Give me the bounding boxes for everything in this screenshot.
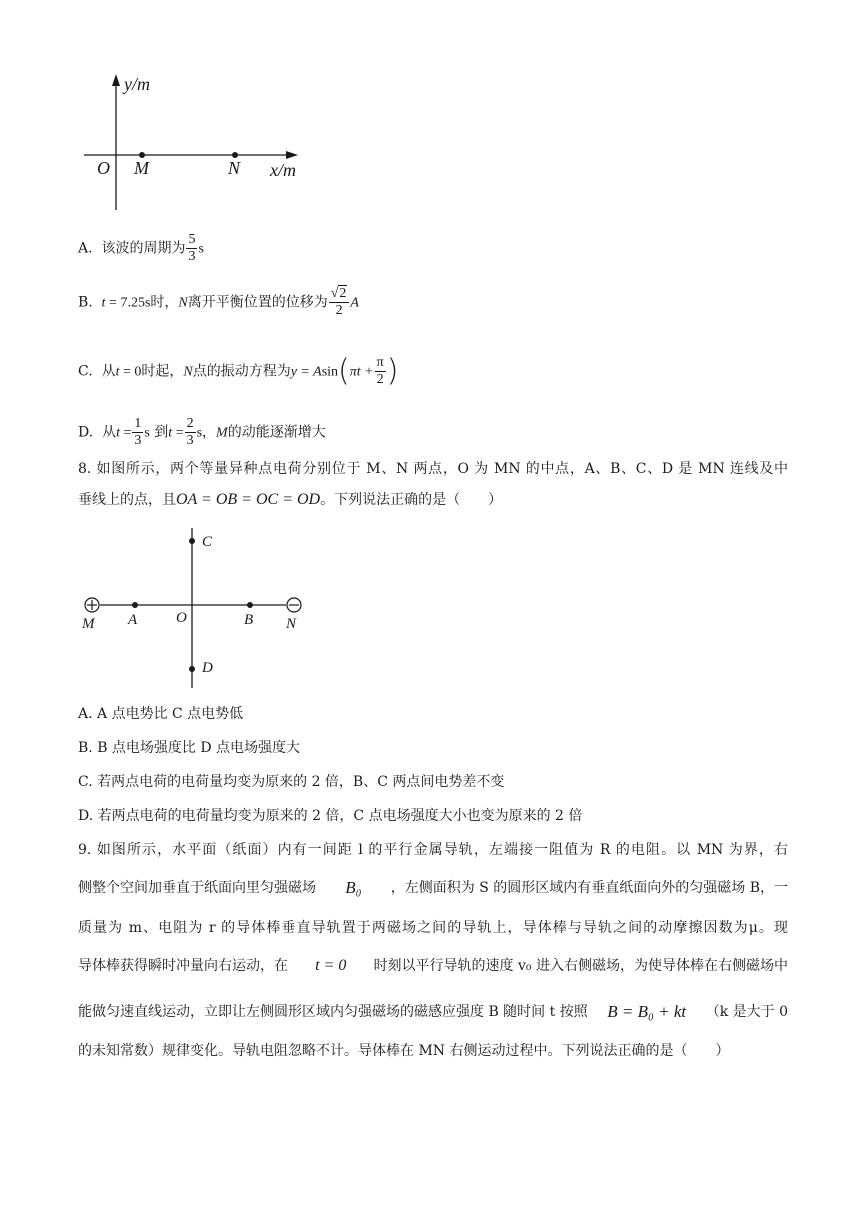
wave-axes-figure	[80, 70, 310, 215]
y-axis-arrow-icon	[112, 74, 120, 86]
label-a: A	[128, 612, 138, 628]
q8-option-d: D. 若两点电荷的电荷量均变为原来的 2 倍，C 点电场强度大小也变为原来的 2 倍	[78, 808, 583, 824]
point-b	[247, 602, 253, 608]
label-c: C	[202, 534, 213, 550]
q9-stem-line3: 质量为 m、电阻为 r 的导体棒垂直导轨置于两磁场之间的导轨上，导体棒与导轨之间的动摩擦因数为μ。现	[78, 920, 788, 936]
label-n: N	[228, 158, 241, 178]
label-d: D	[202, 660, 213, 676]
point-a	[132, 602, 138, 608]
label-m: M	[82, 616, 95, 632]
q8-option-b: B. B 点电场强度比 D 点电场强度大	[78, 740, 301, 756]
q8-option-a: A. A 点电势比 C 点电势低	[78, 706, 244, 722]
x-axis-arrow-icon	[286, 151, 298, 159]
q9-stem-line4: 导体棒获得瞬时冲量向右运动，在 t = 0 时刻以平行导轨的速度 v₀ 进入右侧磁场，为使导体棒在右侧磁场中	[78, 957, 788, 974]
x-axis-label: x/m	[270, 160, 296, 180]
q7-option-a: A. 该波的周期为 $\frac{5}{3}$ s	[78, 232, 204, 264]
q7-option-d: D. 从t = $\frac{1}{3}$ s 到t = $\frac{2}{3}$ s，M的动能逐渐增大	[78, 416, 326, 448]
origin-label: O	[97, 158, 110, 178]
q7-option-b: B. t = 7.25s时，N离开平衡位置的位移为 $\frac{√2}{2}$ A	[78, 286, 359, 318]
q8-option-c: C. 若两点电荷的电荷量均变为原来的 2 倍，B、C 两点间电势差不变	[78, 774, 505, 790]
point-d	[189, 666, 195, 672]
q9-stem-line1: 9. 如图所示，水平面（纸面）内有一间距 l 的平行金属导轨，左端接一阻值为 R 的电阻。以 MN 为界，右	[78, 842, 788, 858]
q7-option-c: C. 从t = 0时起，N点的振动方程为y = Asin(πt + $\frac{\pi}{2}$ )	[78, 353, 399, 389]
q9-stem-line2: 侧整个空间加垂直于纸面向里匀强磁场 B₀ ，左侧面积为 S 的圆形区域内有垂直纸面向外的匀强磁场 B，一	[78, 878, 788, 897]
label-n: N	[286, 616, 297, 632]
q9-stem-line6: 的未知常数）规律变化。导轨电阻忽略不计。导体棒在 MN 右侧运动过程中。下列说法正确的是（ ）	[78, 1043, 730, 1059]
q8-stem-line2: 垂线上的点，且OA = OB = OC = OD。下列说法正确的是（ ）	[78, 491, 503, 508]
label-m: M	[134, 158, 149, 178]
q9-stem-line5: 能做匀速直线运动，立即让左侧圆形区域内匀强磁场的磁感应强度 B 随时间 t 按照 B = B₀ + kt （k 是大于 0	[78, 1002, 788, 1021]
label-b: B	[244, 612, 254, 628]
label-o: O	[176, 610, 187, 626]
point-c	[189, 538, 195, 544]
q8-stem-line1: 8. 如图所示，两个等量异种点电荷分别位于 M、N 两点，O 为 MN 的中点，A、B、C、D 是 MN 连线及中	[78, 461, 788, 477]
y-axis-label: y/m	[124, 74, 150, 94]
charges-figure	[78, 524, 318, 694]
